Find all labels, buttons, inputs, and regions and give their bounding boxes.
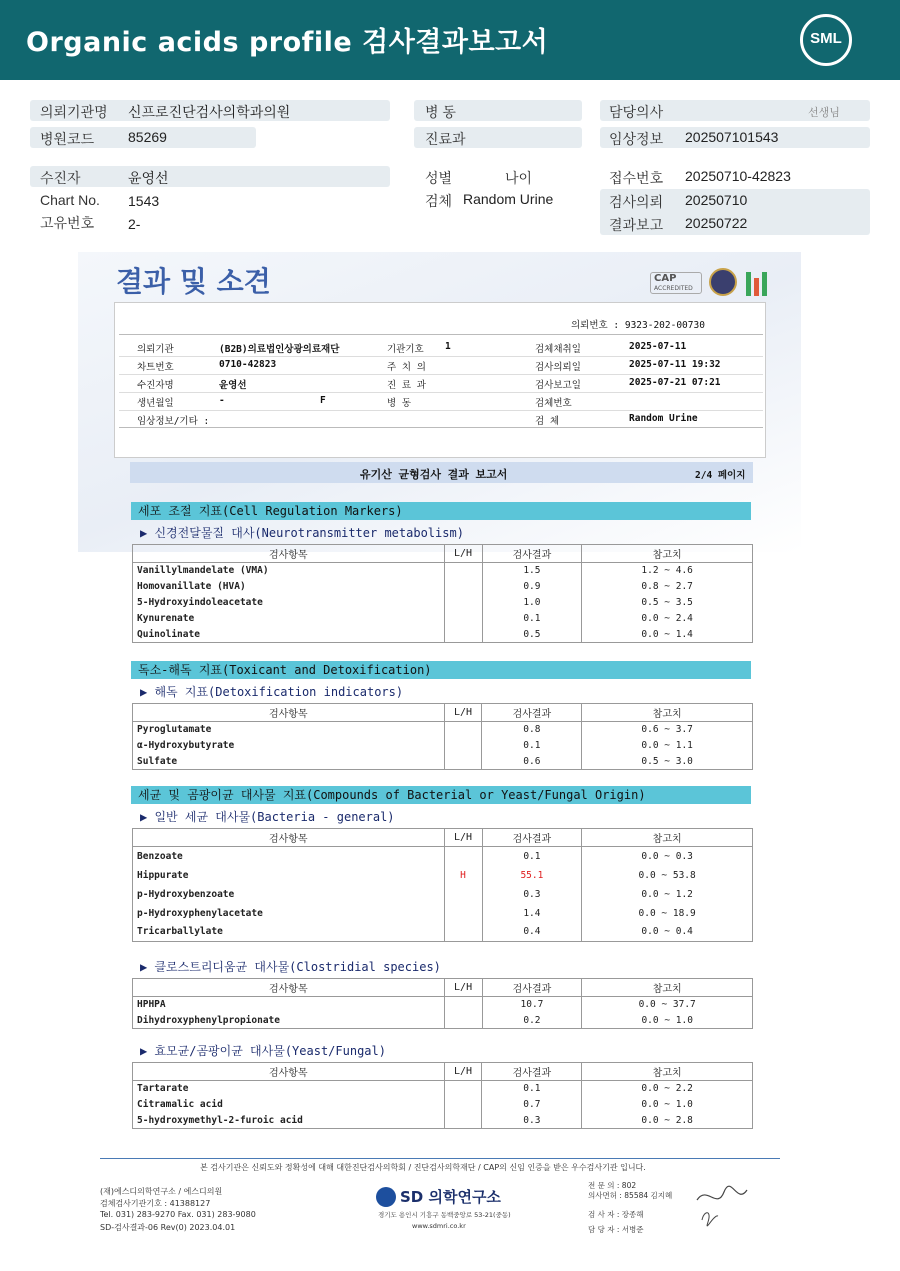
report-title: 결과 및 소견: [116, 265, 271, 298]
footer-url: www.sdmri.co.kr: [412, 1222, 466, 1230]
column-header: L/H: [444, 545, 482, 563]
analyte-name: Tartarate: [133, 1081, 445, 1097]
lab-logo-icon: [744, 268, 768, 296]
analyte-name: Benzoate: [133, 847, 445, 866]
flag: [444, 579, 482, 595]
reference-range: 0.0 ~ 1.1: [582, 738, 753, 754]
cap-badge: [650, 272, 702, 294]
column-header: L/H: [444, 704, 482, 722]
footer-right-3: 검 사 자 : 장종해: [588, 1210, 644, 1219]
report-image: [78, 252, 801, 1141]
analyte-name: Citramalic acid: [133, 1097, 445, 1113]
footer-left-2: 검체검사기관기호 : 41388127: [100, 1199, 211, 1208]
result-value: 0.8: [482, 722, 582, 738]
reference-range: 0.0 ~ 18.9: [582, 904, 753, 923]
column-header: 검사결과: [482, 829, 582, 847]
reference-range: 0.6 ~ 3.7: [582, 722, 753, 738]
section-header: 세포 조절 지표(Cell Regulation Markers): [131, 502, 751, 520]
flag: [444, 923, 482, 942]
analyte-name: p-Hydroxybenzoate: [133, 885, 445, 904]
patient-field-value: 윤영선: [219, 380, 247, 391]
reg-value: 20250710-42823: [685, 168, 791, 184]
result-value: 0.5: [482, 627, 582, 643]
column-header: 검사항목: [133, 979, 445, 997]
age-label: 나이: [505, 170, 533, 186]
flag: [444, 1097, 482, 1113]
inst-label: 의뢰기관명: [40, 104, 108, 120]
report-title-bar: [130, 462, 753, 483]
result-value: 0.7: [482, 1097, 582, 1113]
specimen-label: 검체: [425, 193, 453, 209]
footer-left-4: SD-검사결과-06 Rev(0) 2023.04.01: [100, 1223, 236, 1232]
req-value: 20250710: [685, 192, 748, 208]
reference-range: 0.0 ~ 2.4: [582, 611, 753, 627]
seal-icon: [709, 268, 737, 296]
patient-field-value: 2025-07-21 07:21: [629, 377, 721, 388]
page-indicator: 2/4 페이지: [695, 470, 746, 481]
patient-box: [114, 302, 766, 458]
sex-label: 성별: [425, 170, 453, 186]
patient-field-value: 2025-07-11: [629, 341, 687, 352]
row-divider: [119, 410, 763, 411]
table-row: [133, 1013, 753, 1029]
analyte-name: 5-hydroxymethyl-2-furoic acid: [133, 1113, 445, 1129]
column-header: 검사항목: [133, 704, 445, 722]
sd-logo-text: SD 의학연구소: [400, 1188, 501, 1206]
column-header: 검사결과: [482, 1063, 582, 1081]
ward-label: 병 동: [425, 104, 456, 120]
reference-range: 0.0 ~ 37.7: [582, 997, 753, 1013]
reference-range: 0.0 ~ 2.2: [582, 1081, 753, 1097]
column-header: 검사결과: [482, 979, 582, 997]
analyte-name: Pyroglutamate: [133, 722, 445, 738]
uid-value: 2-: [128, 216, 141, 232]
analyte-name: Hippurate: [133, 866, 445, 885]
result-value: 0.1: [482, 611, 582, 627]
result-value: 0.4: [482, 923, 582, 942]
clinical-label: 임상정보: [609, 131, 664, 147]
result-value: 0.3: [482, 1113, 582, 1129]
reference-range: 0.0 ~ 53.8: [582, 866, 753, 885]
column-header: 참고치: [582, 829, 753, 847]
patient-field-label: 차트번호: [137, 362, 174, 373]
column-header: 검사결과: [482, 545, 582, 563]
cap-badge-text: CAP: [654, 273, 677, 284]
patient-field-value: 0710-42823: [219, 359, 277, 370]
patient-field-label: 검체번호: [535, 398, 572, 409]
patient-field-label: 수진자명: [137, 380, 174, 391]
row-divider: [119, 356, 763, 357]
report-bar-title: 유기산 균형검사 결과 보고서: [360, 468, 508, 481]
analyte-name: p-Hydroxyphenylacetate: [133, 904, 445, 923]
reference-range: 0.0 ~ 0.3: [582, 847, 753, 866]
flag: [444, 997, 482, 1013]
flag: [444, 754, 482, 770]
order-number: 의뢰번호 : 9323-202-00730: [571, 320, 705, 331]
flag: [444, 1113, 482, 1129]
dept-label: 진료과: [425, 131, 466, 147]
page-title: Organic acids profile 검사결과보고서: [26, 27, 549, 58]
analyte-name: α-Hydroxybutyrate: [133, 738, 445, 754]
result-value: 0.1: [482, 847, 582, 866]
reference-range: 0.5 ~ 3.5: [582, 595, 753, 611]
row-divider: [119, 392, 763, 393]
code-value: 85269: [128, 129, 167, 145]
subsection-title: ▶ 효모균/곰팡이균 대사물(Yeast/Fungal): [140, 1044, 386, 1058]
column-header: 참고치: [582, 979, 753, 997]
table-row: [133, 1097, 753, 1113]
table-row: [133, 885, 753, 904]
table-row: [133, 738, 753, 754]
analyte-name: HPHPA: [133, 997, 445, 1013]
cap-badge-sub: ACCREDITED: [654, 285, 693, 292]
patient-field-value: 2025-07-11 19:32: [629, 359, 721, 370]
patient-field-label: 의뢰기관: [137, 344, 174, 355]
footer-left-1: (재)에스디의학연구소 / 에스디의원: [100, 1187, 223, 1196]
chart-value: 1543: [128, 193, 160, 209]
patient-field-label: 검사보고일: [535, 380, 581, 391]
patient-field-value: -: [219, 395, 225, 406]
divider: [119, 427, 763, 428]
flag: [444, 904, 482, 923]
table-row: [133, 754, 753, 770]
table-row: [133, 866, 753, 885]
column-header: 검사항목: [133, 829, 445, 847]
patient-field-label: 임상정보/기타 :: [137, 416, 210, 427]
result-value: 0.2: [482, 1013, 582, 1029]
patient-label: 수진자: [40, 170, 81, 186]
column-header: L/H: [444, 1063, 482, 1081]
flag: [444, 722, 482, 738]
sml-logo: [800, 14, 852, 66]
patient-field-label: 검사의뢰일: [535, 362, 581, 373]
table-row: [133, 579, 753, 595]
analyte-name: Dihydroxyphenylpropionate: [133, 1013, 445, 1029]
table-row: [133, 611, 753, 627]
patient-field-value: (B2B)의료법인상광의료재단: [219, 344, 340, 355]
column-header: 참고치: [582, 545, 753, 563]
analyte-name: Sulfate: [133, 754, 445, 770]
patient-field-label: 생년월일: [137, 398, 174, 409]
column-header: L/H: [444, 979, 482, 997]
section-header: 독소-해독 지표(Toxicant and Detoxification): [131, 661, 751, 679]
section-header: 세균 및 곰팡이균 대사물 지표(Compounds of Bacterial or Yeast/Fungal Origin): [131, 786, 751, 804]
reference-range: 0.5 ~ 3.0: [582, 754, 753, 770]
patient-field-label: 검체채취일: [535, 344, 581, 355]
footer-notice: 본 검사기관은 신뢰도와 정확성에 대해 대한진단검사의학회 / 진단검사의학재단 / CAP의 신임 인증을 받은 우수검사기관 입니다.: [200, 1163, 646, 1172]
flag: [444, 563, 482, 579]
analyte-name: Tricarballylate: [133, 923, 445, 942]
footer-address: 경기도 용인시 기흥구 동백중앙로 53-21(중동): [378, 1211, 511, 1219]
flag: [444, 611, 482, 627]
flag: [444, 1081, 482, 1097]
table-row: [133, 563, 753, 579]
result-value: 1.0: [482, 595, 582, 611]
table-row: [133, 595, 753, 611]
sd-logo-icon: [376, 1187, 396, 1207]
patient-field-label: 검 체: [535, 416, 560, 427]
patient-field-label: 진 료 과: [387, 380, 426, 391]
doctor-label: 담당의사: [609, 104, 664, 120]
table-row: [133, 627, 753, 643]
column-header: 참고치: [582, 1063, 753, 1081]
subsection-title: ▶ 클로스트리디움균 대사물(Clostridial species): [140, 960, 441, 974]
reference-range: 0.0 ~ 1.4: [582, 627, 753, 643]
rep-label: 결과보고: [609, 217, 664, 233]
row-divider: [119, 374, 763, 375]
code-label: 병원코드: [40, 131, 95, 147]
uid-label: 고유번호: [40, 215, 95, 231]
table-row: [133, 1081, 753, 1097]
reference-range: 0.0 ~ 1.2: [582, 885, 753, 904]
flag: [444, 738, 482, 754]
reg-label: 접수번호: [609, 170, 664, 186]
subsection-title: ▶ 해독 지표(Detoxification indicators): [140, 685, 404, 699]
footer-right-2: 의사면허 : 85584 김지혜: [588, 1191, 673, 1200]
reference-range: 0.0 ~ 1.0: [582, 1097, 753, 1113]
results-table: [132, 978, 753, 1029]
reference-range: 0.0 ~ 0.4: [582, 923, 753, 942]
column-header: 참고치: [582, 704, 753, 722]
patient-sex: F: [320, 395, 326, 406]
result-value: 0.9: [482, 579, 582, 595]
result-value: 10.7: [482, 997, 582, 1013]
result-value: 0.6: [482, 754, 582, 770]
clinical-value: 202507101543: [685, 129, 779, 145]
table-row: [133, 923, 753, 942]
doctor-suffix: 선생님: [808, 107, 840, 119]
result-value: 55.1: [482, 866, 582, 885]
flag: [444, 847, 482, 866]
patient-field-label: 기관기호: [387, 344, 424, 355]
subsection-title: ▶ 일반 세균 대사물(Bacteria - general): [140, 810, 395, 824]
header-bar: [0, 0, 900, 80]
column-header: 검사결과: [482, 704, 582, 722]
patient-field-label: 병 동: [387, 398, 412, 409]
analyte-name: 5-Hydroxyindoleacetate: [133, 595, 445, 611]
flag: [444, 885, 482, 904]
column-header: L/H: [444, 829, 482, 847]
column-header: 검사항목: [133, 545, 445, 563]
results-table: [132, 544, 753, 643]
result-value: 0.3: [482, 885, 582, 904]
flag: [444, 627, 482, 643]
reference-range: 0.0 ~ 1.0: [582, 1013, 753, 1029]
analyte-name: Vanillylmandelate (VMA): [133, 563, 445, 579]
divider: [119, 334, 763, 335]
column-header: 검사항목: [133, 1063, 445, 1081]
footer-left-3: Tel. 031) 283-9270 Fax. 031) 283-9080: [100, 1210, 256, 1219]
req-label: 검사의뢰: [609, 194, 664, 210]
analyte-name: Quinolinate: [133, 627, 445, 643]
results-table: [132, 703, 753, 770]
footer-right-4: 담 당 자 : 서병준: [588, 1225, 644, 1234]
logo-text: SML: [810, 30, 842, 47]
flag: [444, 1013, 482, 1029]
analyte-name: Homovanillate (HVA): [133, 579, 445, 595]
result-value: 1.4: [482, 904, 582, 923]
chart-label: Chart No.: [40, 192, 100, 208]
table-row: [133, 722, 753, 738]
signature-icon: [692, 1180, 752, 1228]
result-value: 0.1: [482, 738, 582, 754]
reference-range: 0.8 ~ 2.7: [582, 579, 753, 595]
analyte-name: Kynurenate: [133, 611, 445, 627]
footer-line: [100, 1158, 780, 1159]
table-row: [133, 904, 753, 923]
result-value: 0.1: [482, 1081, 582, 1097]
info-shade: [30, 166, 390, 187]
table-row: [133, 847, 753, 866]
patient-field-value: 1: [445, 341, 451, 352]
specimen-value: Random Urine: [463, 191, 554, 207]
flag: H: [444, 866, 482, 885]
patient-field-label: 주 치 의: [387, 362, 426, 373]
subsection-title: ▶ 신경전달물질 대사(Neurotransmitter metabolism): [140, 526, 464, 540]
footer-right-1: 전 문 의 : 802: [588, 1181, 637, 1190]
result-value: 1.5: [482, 563, 582, 579]
reference-range: 0.0 ~ 2.8: [582, 1113, 753, 1129]
table-row: [133, 997, 753, 1013]
patient-value: 윤영선: [128, 170, 169, 186]
table-row: [133, 1113, 753, 1129]
flag: [444, 595, 482, 611]
patient-field-value: Random Urine: [629, 413, 698, 424]
inst-value: 신프로진단검사의학과의원: [128, 104, 291, 120]
reference-range: 1.2 ~ 4.6: [582, 563, 753, 579]
results-table: [132, 1062, 753, 1129]
results-table: [132, 828, 753, 942]
rep-value: 20250722: [685, 215, 748, 231]
